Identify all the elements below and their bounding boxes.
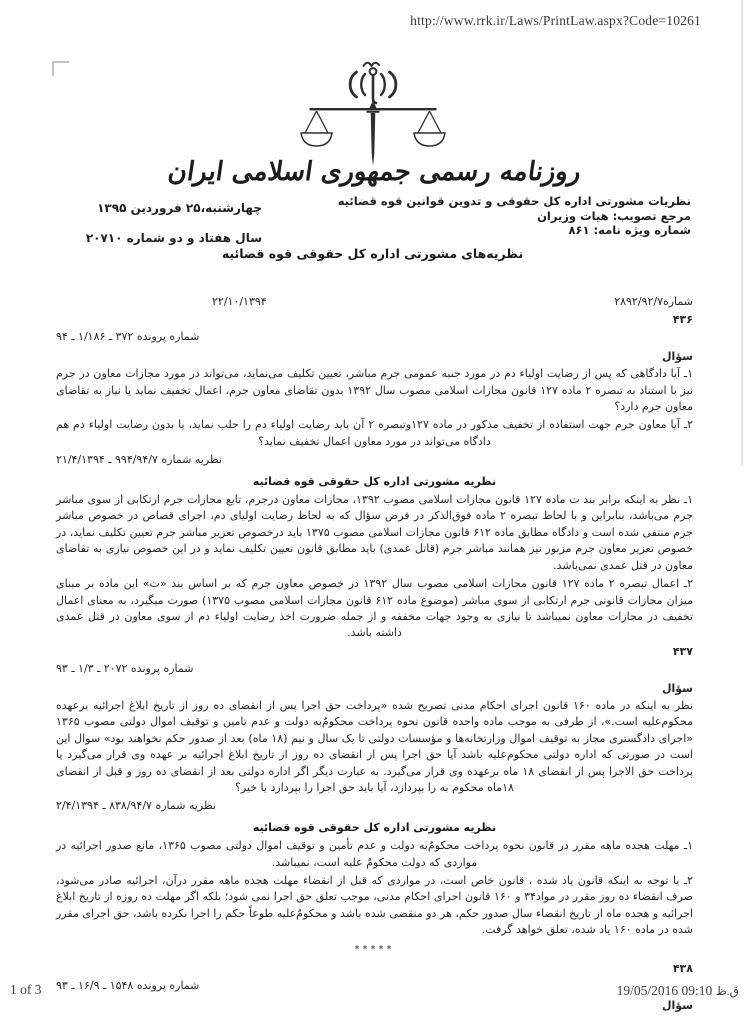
opinion-reference-number: نظریه شماره ۸۳۸/۹۴/۷ ـ ۲/۴/۱۳۹۴ [56, 799, 217, 813]
year-and-issue-number: سال هفتاد و دو شماره ۲۰۷۱۰ [85, 231, 262, 245]
section-number: ۴۳۸ [672, 962, 693, 976]
meridiem-label: ق.ظ [715, 984, 739, 998]
gazette-info-block [338, 194, 691, 238]
opinion-reference-number: نظریه شماره ۹۹۴/۹۴/۷ ـ ۲۱/۴/۱۳۹۴ [56, 453, 222, 467]
page-indicator: 1 of 3 [10, 982, 42, 997]
opinion-heading: نظریه مشورتی اداره کل حقوقی قوه قضائیه [252, 474, 497, 488]
print-datetime: 19/05/2016 09:10 [616, 983, 713, 998]
case-number: شماره پرونده ۳۷۲ ـ ۱/۱۸۶ ـ ۹۴ [56, 330, 200, 344]
opinion-heading: نظریه مشورتی اداره کل حقوقی قوه قضائیه [252, 820, 497, 834]
document-body [56, 294, 693, 1015]
question-label: سؤال [661, 998, 693, 1012]
question-paragraph: ۱ـ آیا دادگاهی که پس از رضایت اولیاء دم در مورد جنبه عمومی جرم مباشر، تعیین تکلیف می‌نماید، می‌تواند در مورد مجازات معاون در جرم نیز با استناد به تبصره ۲ ماده ۱۲۷ قانون مجازات اسلامی مصوب سال ۱۳۹۲ بدون تقاضای معاون جرم، اعمال تخفیف نماید یا نیاز به تقاضای معاون جرم دارد؟ [56, 367, 693, 414]
answer-paragraph: ۲ـ با توجه به اینکه قانون یاد شده ، قانون خاص است، در مواردی که قبل از انقضاء مهلت هجده ماهه مقرر درآن، اجرائیه صادر می‌شود، صرف انقضاء ده روز مقرر در مواد۳۴ و ۱۶۰ قانون اجرای احکام مدنی، موجب تعلق حق اجرا نمی شود؛ بلکه اگر مهلت ده روزه از تاریخ ابلاغ اجرائیه و هجده ماه از تاریخ انقضاء سال صدور حکم، هر دو منقضی شده باشد و محکومٌ‌علیه طوعاً حکم را اجرا نکرده باشد، حق اجرای مقرر شده در ماده ۱۶۰ یاد شده، تعلق خواهد گرفت. [56, 874, 693, 937]
print-source-url: http://www.rrk.ir/Laws/PrintLaw.aspx?Code=10261 [410, 13, 701, 28]
special-issue-number: شماره ویژه نامه: ۸۶۱ [568, 223, 691, 237]
stars-separator: ***** [354, 943, 395, 955]
question-label: سؤال [661, 349, 693, 363]
gazette-subject-line: نظریات مشورتی اداره کل حقوقی و تدوین قوانین قوه قضائیه [337, 194, 691, 208]
approving-authority: مرجع تصویب: هیات وزیران [537, 208, 691, 223]
corner-crop-mark [52, 61, 69, 76]
section-number: ۴۳۶ [672, 313, 693, 326]
letter-date: ۲۲/۱۰/۱۳۹۴ [212, 295, 267, 308]
case-number: شماره پرونده ۲۰۷۲ ـ ۱/۳ ـ ۹۳ [56, 662, 194, 676]
question-paragraph: نظر به اینکه در ماده ۱۶۰ قانون اجرای احکام مدنی تصریح شده «پرداخت حق اجرا پس از انقضای ده روز از تاریخ ابلاغ اجرائیه برعهده محکوم‌علیه است.»، از طرفی به موجب ماده واحده قانون نحوه پرداخت محکومٌ‌به دولت و عدم تامین و توقیف اموال دولتی مصوب ۱۳۶۵ «اجرای دادگستری مجاز به توقیف اموال وزارتخانه‌ها و مؤسسات دولتی تا یک سال و نیم (۱۸ ماه) بعد از صدور حکم نخواهند بود» سوال این است در صورتی که اداره دولتی محکوم‌علیه باشد آیا حق اجرا پس از انقضای ده روز از تاریخ ابلاغ اجرائیه بر عهده وی قرار می‌گیرد یا پرداخت حق الاجرا پس از انقضای ۱۸ ماه برعهده وی قرار می‌گیرد. به عبارت دیگر اگر اداره دولتی بعد از انقضای ده روز و قبل از انقضای ۱۸ماه محکوم به را بپردازد، آیا باید حق اجرا را بپردازد یا خیر؟ [56, 698, 694, 794]
masthead-info-band [62, 194, 691, 245]
question-paragraph: ۲ـ آیا معاون جرم جهت استفاده از تخفیف مذکور در ماده ۱۲۷وتبصره ۲ آن باید رضایت اولیاء دم را جلب نماید، یا بدون رضایت اولیاء دم هم دادگاه می‌تواند در مورد معاون اعمال تخفیف نماید؟ [56, 418, 693, 448]
answer-paragraph: ۱ـ مهلت هجده ماهه مقرر در قانون نحوه پرداخت محکومٌ‌به دولت و عدم تأمین و توقیف اموال دولتی مصوب ۱۳۶۵، مانع صدور اجرائیه در مواردی که دولت محکومٌ علیه است، نمیباشد. [56, 839, 694, 869]
publication-date: چهارشنبه،۲۵ فروردین ۱۳۹۵ [97, 201, 262, 215]
answer-paragraph: ۱ـ نظر به اینکه برابر بند ت ماده ۱۲۷ قانون مجازات اسلامی مصوب ۱۳۹۲، مجازات معاون درجرم، تابع مجازات جرم ارتکابی از سوی مباشر جرم می‌باشد، بنابراین و با لحاظ تبصره ۲ ماده فوق‌الذکر در فرض سؤال که به لحاظ رضایت اولیای دم، اجرای قصاص در خصوص مباشر جرم منتفی شده است و دادگاه مطابق ماده ۶۱۲ قانون مجازات اسلامی مصوب ۱۳۷۵ باید درخصوص تعزیر مباشر جرم تعیین تکلیف نماید، در خصوص تعزیر معاون جرم مزبور نیز همانند مباشر جرم (قاتل عمدی) باید مطابق قانون تعیین تکلیف نماید و در این خصوص نیازی به تقاضای معاون در قتل عمدی نمی‌باشد. [56, 493, 693, 572]
issue-date-block [62, 201, 262, 245]
print-timestamp [617, 983, 739, 999]
case-number: شماره پرونده ۱۵۴۸ ـ ۱۶/۹ ـ ۹۳ [56, 979, 200, 993]
letter-number: شماره۲۸۹۲/۹۲/۷ [614, 295, 693, 308]
letter-header-row [56, 294, 693, 311]
document-title: نظریه‌های مشورتی اداره کل حقوقی قوه قضائیه [221, 246, 524, 261]
newspaper-masthead-calligraphy: روزنامه رسمی جمهوری اسلامی ایران [164, 157, 581, 187]
answer-paragraph: ۲ـ اعمال تبصره ۲ ماده ۱۲۷ قانون مجازات اسلامی مصوب سال ۱۳۹۲ در خصوص معاون جرم که بر اساس بند «ت» این ماده بر مبنای میزان مجازات قانونی جرم ارتکابی از سوی مباشر (موضوع ماده ۶۱۲ قانون مجازات اسلامی مصوب ۱۳۷۵) صورت میگیرد، به معنای اعمال تخفیف در مجازات معاون نمیباشد تا نیازی به وجود جهات مخففه و از جمله ضرورت اخذ رضایت اولیاء دم از سوی معاون در قتل عمدی داشته باشد. [56, 577, 693, 640]
section-number: ۴۳۷ [672, 644, 693, 658]
scan-edge-artifact [741, 0, 743, 465]
question-label: سؤال [661, 681, 693, 695]
